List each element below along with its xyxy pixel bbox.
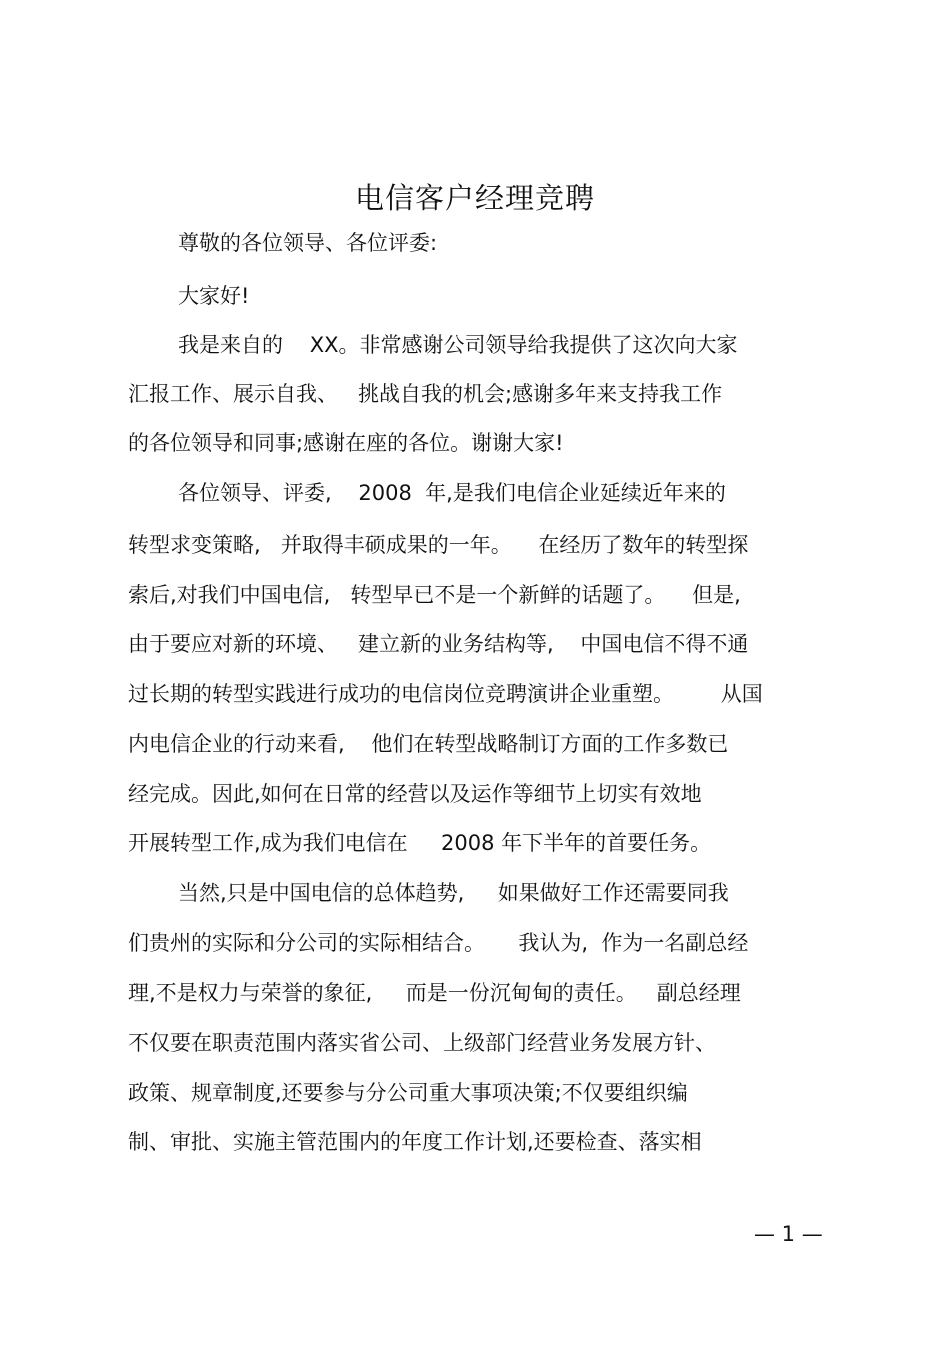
paragraph-line: 索后,对我们中国电信, 转型早已不是一个新鲜的话题了。 但是, [128,583,741,607]
paragraph-line: 各位领导、评委, 2008 年,是我们电信企业延续近年来的 [178,481,726,505]
paragraph-line: 内电信企业的行动来看, 他们在转型战略制订方面的工作多数已 [128,732,729,756]
paragraph-line: 当然,只是中国电信的总体趋势, 如果做好工作还需要同我 [178,881,729,905]
paragraph-line: 过长期的转型实践进行成功的电信岗位竞聘演讲企业重塑。 从国 [128,682,763,706]
greeting-line: 大家好! [178,284,250,308]
document-title: 电信客户经理竞聘 [354,181,595,215]
paragraph-line: 开展转型工作,成为我们电信在 2008 年下半年的首要任务。 [128,831,712,855]
paragraph-line: 政策、规章制度,还要参与分公司重大事项决策;不仅要组织编 [128,1081,688,1105]
paragraph-line: 转型求变策略, 并取得丰硕成果的一年。 在经历了数年的转型探 [128,533,749,557]
paragraph-line: 不仅要在职责范围内落实省公司、上级部门经营业务发展方针、 [128,1031,716,1055]
page-number: — 1 — [754,1222,823,1246]
paragraph-line: 们贵州的实际和分公司的实际相结合。 我认为, 作为一名副总经 [128,931,749,955]
paragraph-line: 我是来自的 XX。非常感谢公司领导给我提供了这次向大家 [178,333,738,357]
salutation-line: 尊敬的各位领导、各位评委: [178,231,438,255]
paragraph-line: 由于要应对新的环境、 建立新的业务结构等, 中国电信不得不通 [128,632,749,656]
paragraph-line: 制、审批、实施主管范围内的年度工作计划,还要检查、落实相 [128,1130,702,1154]
paragraph-line: 汇报工作、展示自我、 挑战自我的机会;感谢多年来支持我工作 [128,382,723,406]
paragraph-line: 经完成。因此,如何在日常的经营以及运作等细节上切实有效地 [128,782,702,806]
paragraph-line: 理,不是权力与荣誉的象征, 而是一份沉甸甸的责任。 副总经理 [128,981,741,1005]
paragraph-line: 的各位领导和同事;感谢在座的各位。谢谢大家! [128,431,564,455]
